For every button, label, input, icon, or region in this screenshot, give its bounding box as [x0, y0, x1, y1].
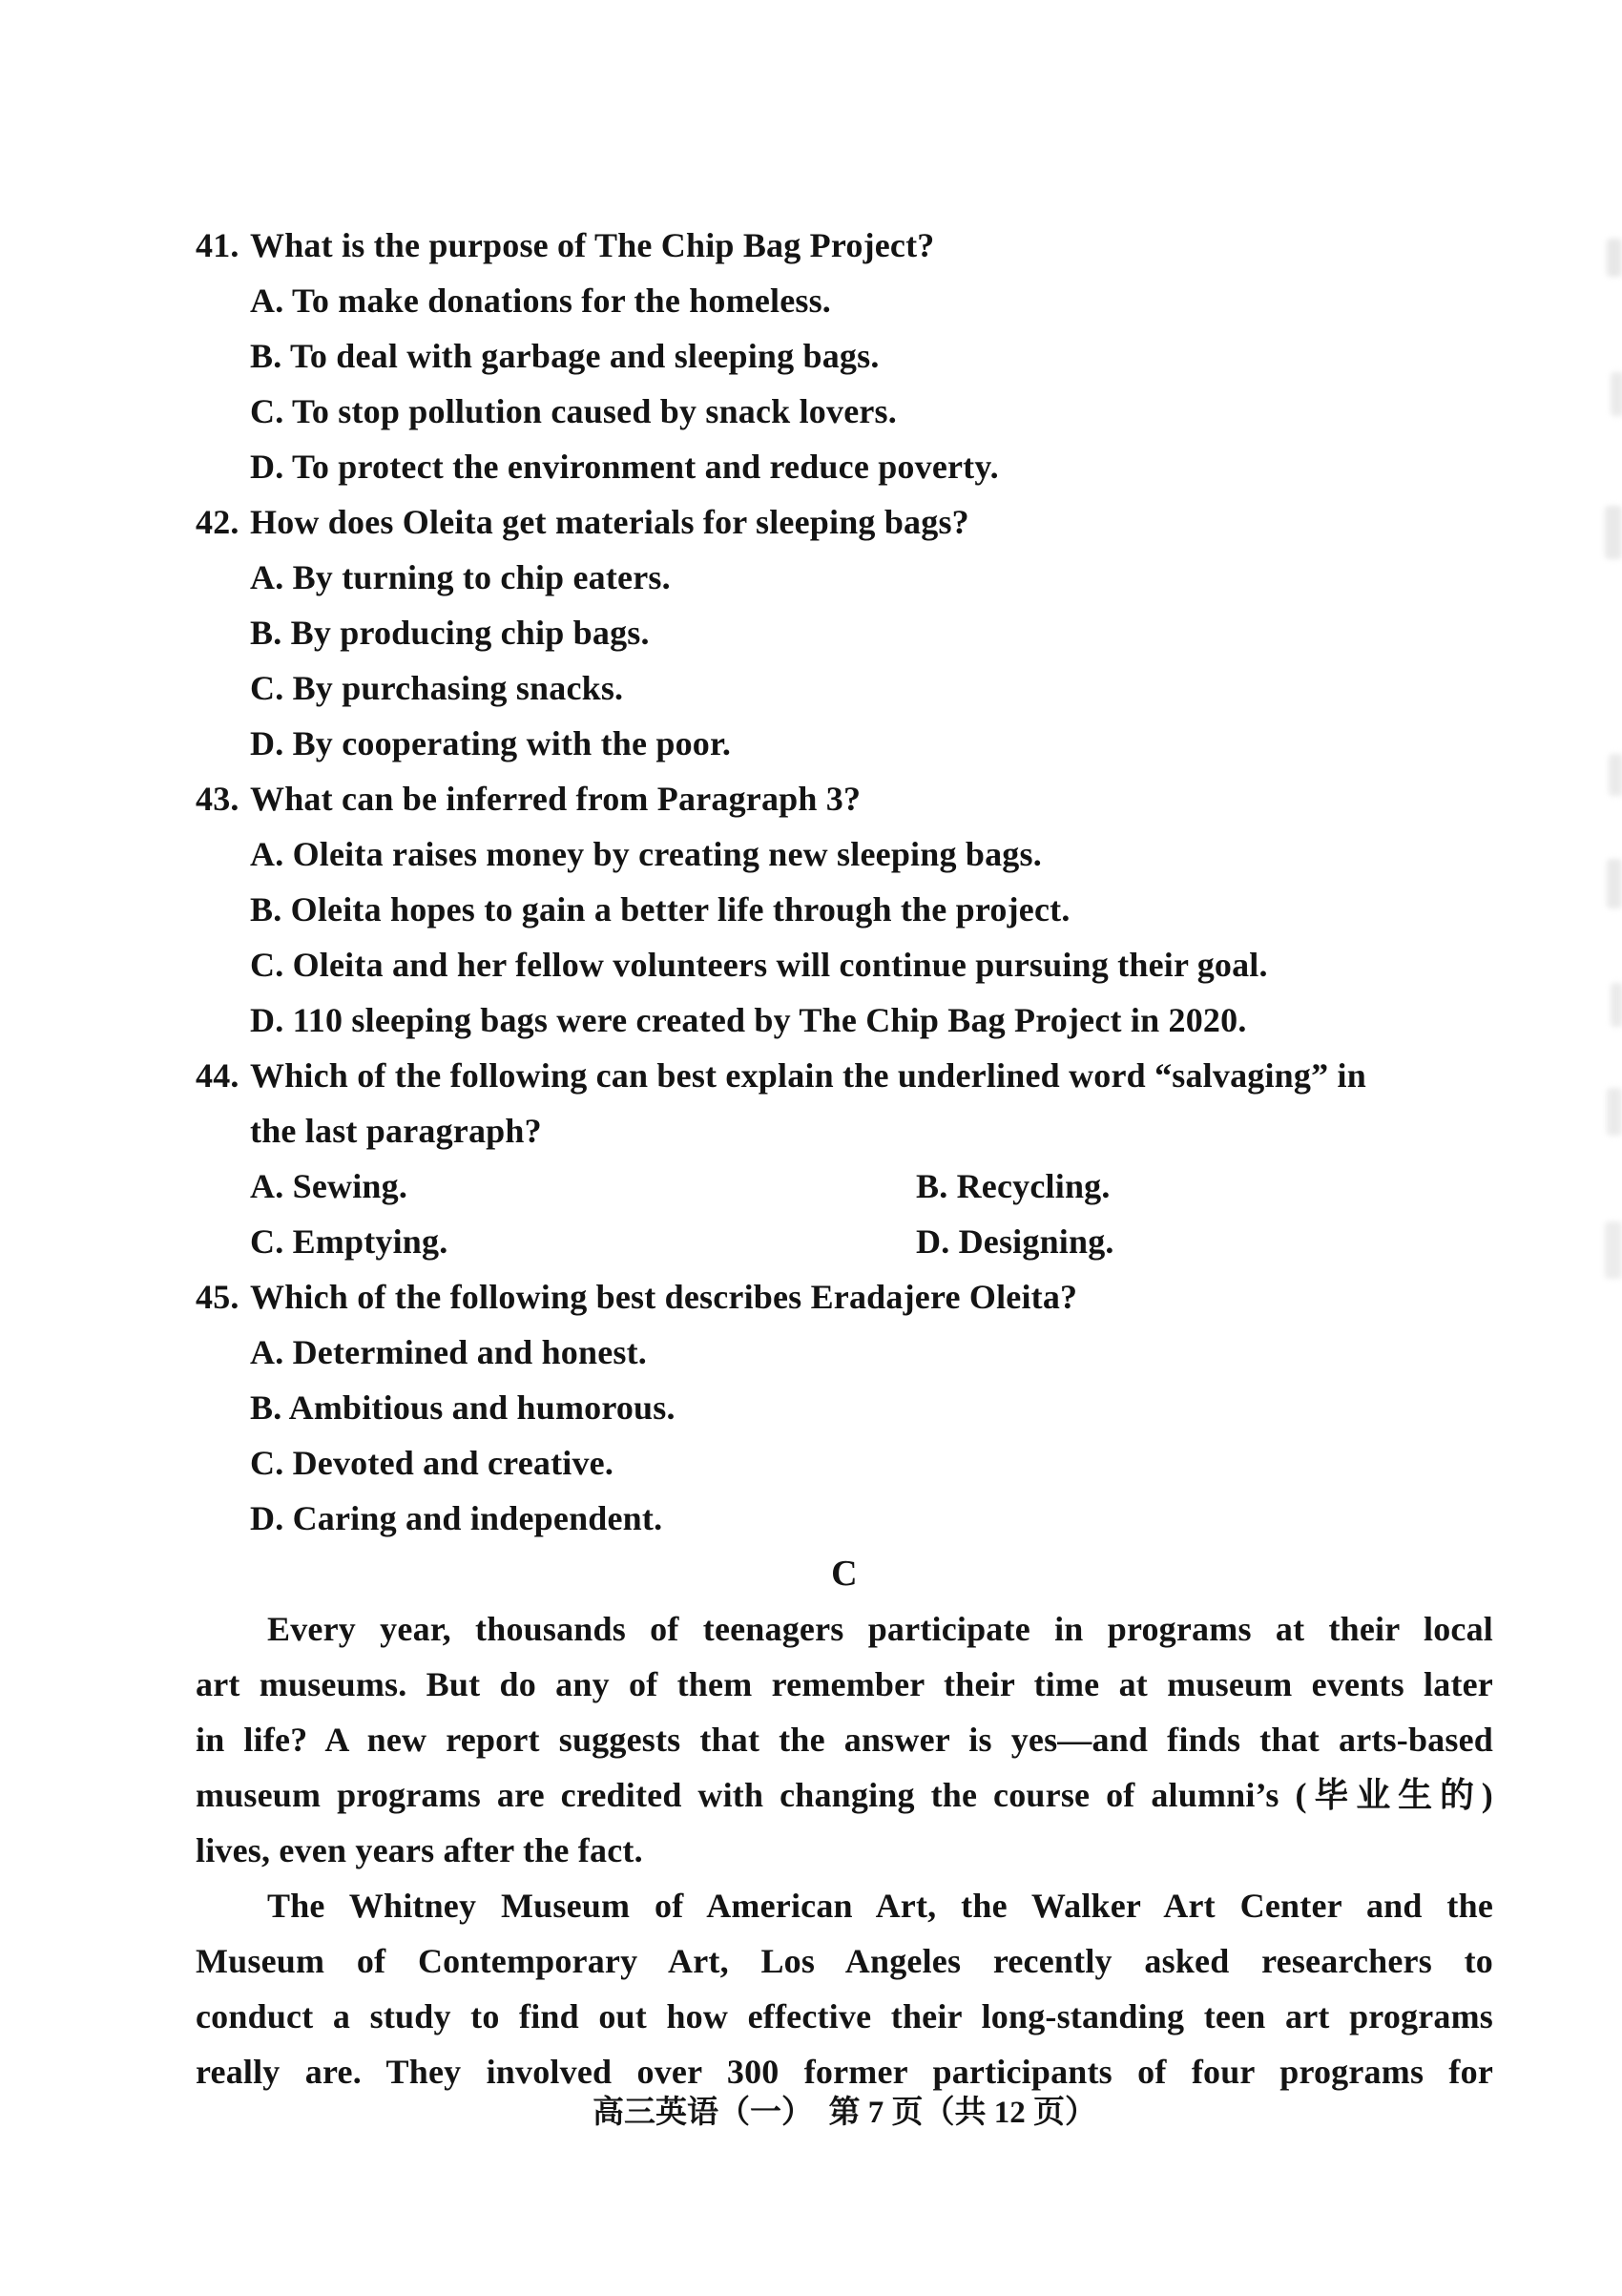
passage-paragraph-2-line-1: The Whitney Museum of American Art, the Walker Art Center and the — [267, 1887, 1493, 1925]
question-44-options-row-1 — [196, 1158, 1493, 1214]
question-44-stem-line-2: the last paragraph? — [250, 1112, 542, 1150]
question-43-option-a: A. Oleita raises money by creating new sleeping bags. — [250, 835, 1042, 873]
question-41-number: 41. — [196, 226, 239, 264]
question-43-text: What can be inferred from Paragraph 3? — [250, 780, 862, 818]
question-44-options-row-2 — [196, 1214, 1493, 1269]
question-45-number: 45. — [196, 1278, 239, 1316]
question-43-option-d: D. 110 sleeping bags were created by The Chip Bag Project in 2020. — [250, 1001, 1247, 1039]
question-41-option-a: A. To make donations for the homeless. — [250, 282, 832, 320]
question-44-stem-line-1 — [196, 1048, 1493, 1103]
question-45-option-d: D. Caring and independent. — [250, 1499, 663, 1537]
question-42-text: How does Oleita get materials for sleeping bags? — [250, 503, 969, 541]
scan-bleed-mark — [1611, 372, 1622, 416]
passage-paragraph-2-line-3: conduct a study to find out how effective their long-standing teen art programs — [196, 1997, 1493, 2035]
question-42-option-b: B. By producing chip bags. — [250, 614, 650, 652]
passage-paragraph-2-line-4: really are. They involved over 300 former participants of four programs for — [196, 2053, 1493, 2091]
question-44-option-a: A. Sewing. — [250, 1167, 408, 1205]
question-41-option-c: C. To stop pollution caused by snack lovers. — [250, 392, 897, 430]
question-41-option-d: D. To protect the environment and reduce poverty. — [250, 448, 999, 486]
question-43-number: 43. — [196, 780, 239, 818]
question-42-number: 42. — [196, 503, 239, 541]
question-43-option-b: B. Oleita hopes to gain a better life through the project. — [250, 890, 1071, 929]
scan-bleed-mark — [1605, 506, 1622, 559]
question-45-option-b: B. Ambitious and humorous. — [250, 1388, 676, 1427]
question-44-option-c: C. Emptying. — [250, 1222, 448, 1261]
question-45-option-a: A. Determined and honest. — [250, 1333, 647, 1371]
question-44-text-line-1: Which of the following can best explain the underlined word “salvaging” in — [250, 1056, 1366, 1095]
passage-paragraph-1-line-3: in life? A new report suggests that the answer is yes—and finds that arts-based — [196, 1721, 1493, 1759]
question-42-option-c: C. By purchasing snacks. — [250, 669, 624, 707]
question-42-option-a: A. By turning to chip eaters. — [250, 558, 671, 596]
passage-paragraph-1-line-4: museum programs are credited with changing the course of alumni’s (毕业生的) — [196, 1776, 1493, 1814]
scan-bleed-mark — [1607, 859, 1622, 908]
question-43-option-c: C. Oleita and her fellow volunteers will continue pursuing their goal. — [250, 946, 1268, 984]
question-41-stem — [196, 218, 1493, 273]
passage-paragraph-1-line-1: Every year, thousands of teenagers participate in programs at their local — [267, 1610, 1493, 1648]
question-44-option-d: D. Designing. — [916, 1222, 1114, 1261]
scan-bleed-mark — [1611, 983, 1622, 1027]
exam-content — [196, 218, 1493, 2099]
scan-bleed-mark — [1609, 754, 1622, 796]
passage-c-heading: C — [831, 1554, 858, 1594]
question-41-option-b: B. To deal with garbage and sleeping bags. — [250, 337, 880, 375]
passage-paragraph-2-line-2: Museum of Contemporary Art, Los Angeles recently asked researchers to — [196, 1942, 1493, 1980]
scan-bleed-mark — [1607, 239, 1622, 277]
question-45-text: Which of the following best describes Eradajere Oleita? — [250, 1278, 1078, 1316]
passage-paragraph-1-line-5: lives, even years after the fact. — [196, 1831, 643, 1869]
question-43-stem — [196, 771, 1493, 826]
page-footer: 高三英语（一） 第 7 页（共 12 页） — [593, 2096, 1096, 2130]
question-45-stem — [196, 1269, 1493, 1325]
question-45-option-c: C. Devoted and creative. — [250, 1444, 614, 1482]
scan-bleed-mark — [1605, 1221, 1622, 1279]
question-41-text: What is the purpose of The Chip Bag Project? — [250, 226, 935, 264]
scan-bleed-mark — [1607, 1088, 1622, 1136]
question-44-number: 44. — [196, 1056, 239, 1095]
question-42-stem — [196, 494, 1493, 550]
question-44-option-b: B. Recycling. — [916, 1167, 1111, 1205]
question-42-option-d: D. By cooperating with the poor. — [250, 724, 732, 762]
passage-paragraph-1-line-2: art museums. But do any of them remember their time at museum events later — [196, 1665, 1493, 1703]
